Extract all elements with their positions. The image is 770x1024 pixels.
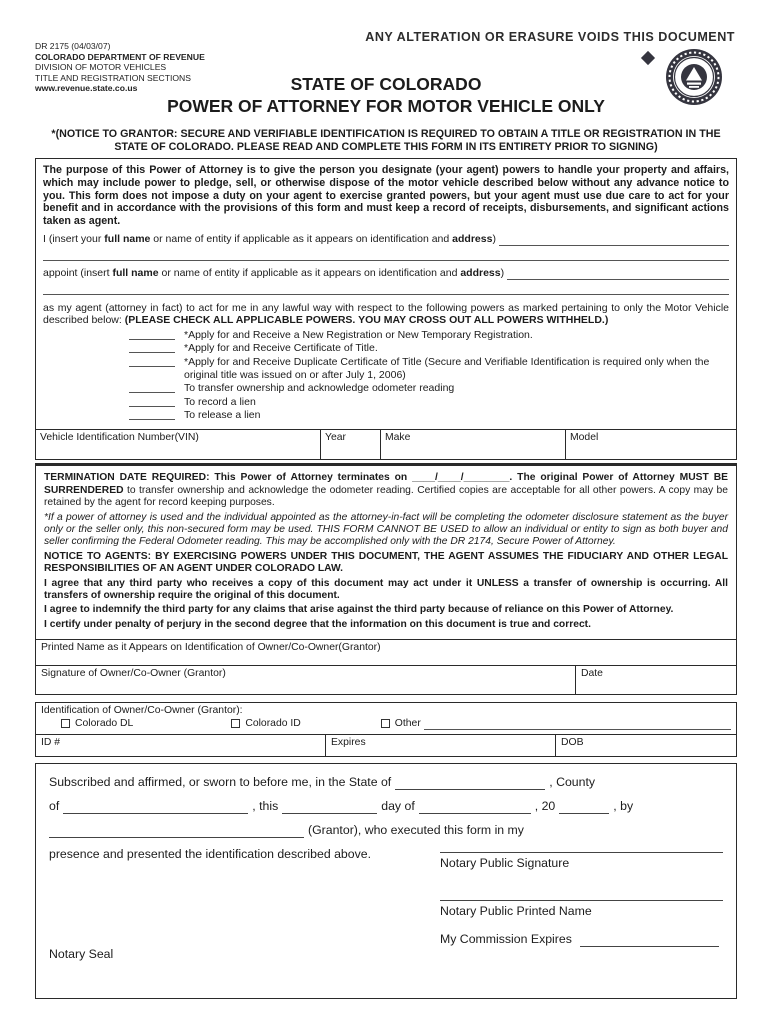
expires-field[interactable] [326,735,556,756]
grantor-name-blank[interactable] [499,234,729,246]
make-label: Make [385,431,411,443]
notary-section [35,763,737,999]
colorado-dl-label: Colorado DL [75,718,134,730]
id-detail-row [36,734,736,756]
notary-line-1 [49,775,723,790]
text: , this [252,798,279,813]
power-label: *Apply for and Receive a New Registration or New Temporary Registration. [184,328,533,341]
grantor-notice: *(NOTICE TO GRANTOR: SECURE AND VERIFIABLE IDENTIFICATION IS REQUIRED TO OBTAIN A TITLE OR REGISTRATION IN THE STATE OF COLORADO. PLEASE READ AND COMPLETE THIS FORM IN ITS ENTIRETY PRIOR TO SIGNING) [51,128,721,154]
power-check-blank[interactable] [129,329,175,340]
form-title: POWER OF ATTORNEY FOR MOTOR VEHICLE ONLY [167,96,605,116]
power-check-blank[interactable] [129,396,175,407]
termination-section [35,463,737,640]
printed-name-field[interactable] [35,640,737,666]
identification-options [36,716,736,734]
notary-line-2 [49,799,723,814]
colorado-id-option [231,718,300,729]
year-label: Year [325,431,346,443]
other-label: Other [394,718,421,730]
alteration-warning: ANY ALTERATION OR ERASURE VOIDS THIS DOCUMENT [365,30,735,44]
power-label: To release a lien [184,409,261,422]
text: day of [381,798,415,813]
purpose-paragraph: The purpose of this Power of Attorney is to give the person you designate (your agent) powers to handle your property and affairs, which may include power to pledge, sell, or otherwise dispose of the motor vehicle described below without any advance notice to you. This form does not impose a duty on your agent to exercise granted powers, but your agent must use due care to act for your benefit and in accordance with the provisions of this form and must keep a record of receipts, disbursements, and significant actions taken as agent. [43,164,729,227]
form-number: DR 2175 (04/03/07) [35,41,111,51]
power-label: *Apply for and Receive Certificate of Title. [184,342,378,355]
text: or name of entity if applicable as it appears on identification and [158,266,461,279]
signature-label: Signature of Owner/Co-Owner (Grantor) [41,667,226,679]
identification-label: Identification of Owner/Co-Owner (Grantor): [41,704,243,716]
colorado-dl-option [61,718,133,729]
text: to transfer ownership and acknowledge the odometer reading. Certified copies are acceptable for all other powers. A copy may be retained by the agent for record keeping purposes. [44,484,728,508]
third-party-copy-clause: I agree that any third party who receives a copy of this document may act under it UNLESS a transfer of ownership is occurring. All transfers of ownership require the original of this document. [44,577,728,601]
grantor-name-blank-2[interactable] [43,246,729,261]
powers-list [43,329,729,422]
date-field[interactable] [576,666,736,694]
power-label: *Apply for and Receive Duplicate Certificate of Title (Secure and Verifiable Identification is required only when the original title was issued on or after July 1, 2006) [184,355,710,381]
power-item [129,329,729,342]
power-item [129,396,729,409]
power-item [129,409,729,422]
vehicle-table [35,430,737,460]
colorado-id-checkbox[interactable] [231,719,240,728]
text: presence and presented the identification described above. [49,846,371,861]
text: I (insert your [43,233,105,246]
form-header [35,28,737,128]
date-label: Date [581,667,603,679]
odometer-note: *If a power of attorney is used and the individual appointed as the attorney-in-fact will be completing the odometer disclosure statement as the buyer only or the seller only, this non-secured form may be used. THIS FORM CANNOT BE USED to allow an individual or entity to sign as both buyer and seller confirming the Federal Odometer reading. This may be accomplished only with the DR 2174, Secure Power of Attorney. [44,511,728,547]
vin-cell[interactable] [36,430,321,459]
notary-printed-name-blank[interactable] [440,884,723,901]
appoint-name-blank[interactable] [507,268,729,280]
notary-month-blank[interactable] [419,799,531,814]
power-label: To transfer ownership and acknowledge odometer reading [184,382,455,395]
text: (PLEASE CHECK ALL APPLICABLE POWERS. YOU MAY CROSS OUT ALL POWERS WITHHELD.) [124,314,609,327]
notary-year-blank[interactable] [559,799,609,814]
commission-expires-blank[interactable] [580,932,719,947]
identification-section [35,702,737,757]
text: , 20 [534,798,556,813]
power-check-blank[interactable] [129,409,175,420]
indemnify-clause: I agree to indemnify the third party for any claims that arise against the third party because of reliance on this Power of Attorney. [44,604,674,616]
dor-mini-logo-icon [641,51,655,65]
termination-paragraph [44,472,728,509]
appoint-name-blank-2[interactable] [43,280,729,295]
notary-signature-blank[interactable] [440,836,723,853]
printed-name-label: Printed Name as it Appears on Identification of Owner/Co-Owner(Grantor) [41,641,381,653]
text: Subscribed and affirmed, or sworn to before me, in the State of [49,774,392,789]
website-text: www.revenue.state.co.us [35,83,138,94]
make-cell[interactable] [381,430,566,459]
text: appoint (insert [43,266,113,279]
power-item [129,356,729,381]
agent-powers-paragraph [43,302,729,327]
power-check-blank[interactable] [129,382,175,393]
power-item [129,342,729,355]
text: address [452,233,493,246]
notary-signature-label: Notary Public Signature [440,855,570,870]
notary-state-blank[interactable] [395,775,545,790]
appoint-name-line [43,267,729,280]
colorado-id-label: Colorado ID [245,718,301,730]
grantor-name-line [43,233,729,246]
text: full name [112,266,159,279]
text: full name [104,233,151,246]
dob-field[interactable] [556,735,736,756]
vin-label: Vehicle Identification Number(VIN) [40,431,199,443]
year-cell[interactable] [321,430,381,459]
notary-seal-label: Notary Seal [49,946,114,961]
text: , County [549,774,596,789]
text: (Grantor), who executed this form in my [308,822,524,837]
other-checkbox[interactable] [381,719,390,728]
main-box [35,158,737,430]
notary-county-blank[interactable] [63,799,248,814]
power-check-blank[interactable] [129,356,175,367]
appoint-line-text [43,267,504,280]
text: address [460,266,501,279]
text: or name of entity if applicable as it appears on identification and [150,233,453,246]
text: TERMINATION DATE REQUIRED: This Power of Attorney terminates on ____/____/________. The original Power of Attorney MUST BE SURRENDERED [44,472,728,496]
power-item [129,382,729,395]
text: , by [613,798,634,813]
text: of [49,798,60,813]
notary-printed-name-label: Notary Public Printed Name [440,903,592,918]
owner-signature-field[interactable] [36,666,576,694]
perjury-clause: I certify under penalty of perjury in the second degree that the information on this document is true and correct. [44,619,591,631]
text: ) [492,233,496,246]
commission-row [440,932,723,947]
model-label: Model [570,431,599,443]
other-option [381,718,421,729]
section-name: TITLE AND REGISTRATION SECTIONS [35,72,191,83]
grantor-line-text [43,233,496,246]
id-number-label: ID # [41,736,61,748]
notary-day-blank[interactable] [282,799,377,814]
other-id-blank[interactable] [424,718,731,730]
department-name: COLORADO DEPARTMENT OF REVENUE [35,51,205,62]
notary-grantor-name-blank[interactable] [49,823,304,838]
power-label: To record a lien [184,395,256,408]
id-number-field[interactable] [36,735,326,756]
signature-row [35,666,737,695]
dob-label: DOB [561,736,584,748]
text: ) [500,266,505,279]
text: as my agent (attorney in fact) to act for me in any lawful way with respect to the following powers as marked pertaining to only the Motor Vehicle described below: [43,301,729,327]
colorado-dl-checkbox[interactable] [61,719,70,728]
notice-to-agents: NOTICE TO AGENTS: BY EXERCISING POWERS UNDER THIS DOCUMENT, THE AGENT ASSUMES THE FIDUCIARY AND OTHER LEGAL RESPONSIBILITIES OF AN AGENT UNDER COLORADO LAW. [44,550,728,574]
expires-label: Expires [331,736,366,748]
model-cell[interactable] [566,430,736,459]
notary-signature-column [440,836,723,947]
division-name: DIVISION OF MOTOR VEHICLES [35,62,167,73]
commission-label: My Commission Expires [440,931,572,946]
power-check-blank[interactable] [129,342,175,353]
state-title: STATE OF COLORADO [290,74,482,94]
